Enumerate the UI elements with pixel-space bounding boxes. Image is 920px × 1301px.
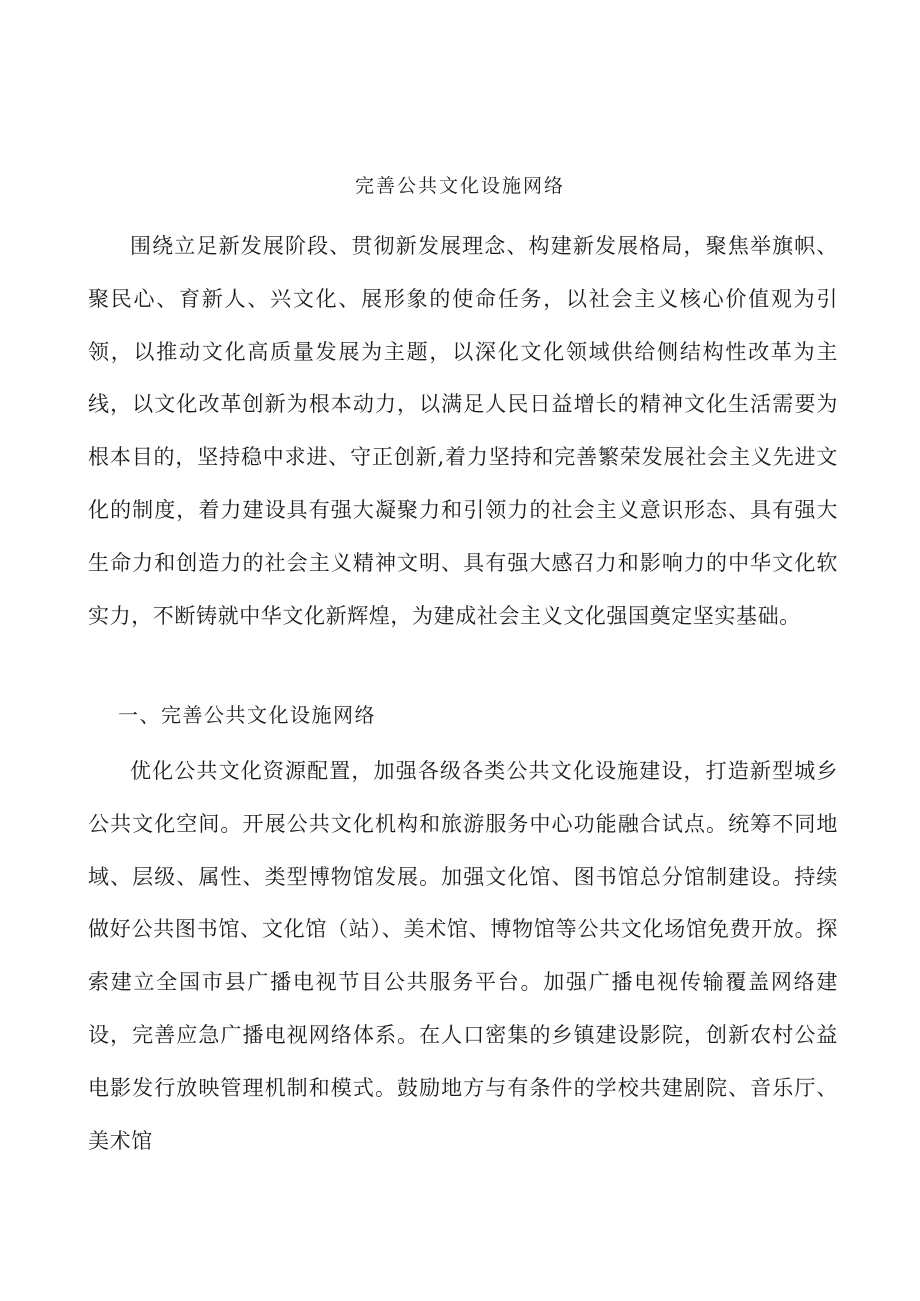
intro-paragraph: 围绕立足新发展阶段、贯彻新发展理念、构建新发展格局，聚焦举旗帜、聚民心、育新人、兴文化、展形象的使命任务，以社会主义核心价值观为引领，以推动文化高质量发展为主题，以深化文化领域供给侧结构性改革为主线，以文化改革创新为根本动力，以满足人民日益增长的精神文化生活需要为根本目的，坚持稳中求进、守正创新,着力坚持和完善繁荣发展社会主义先进文化的制度，着力建设具有强大凝聚力和引领力的社会主义意识形态、具有强大生命力和创造力的社会主义精神文明、具有强大感召力和影响力的中华文化软实力，不断铸就中华文化新辉煌，为建成社会主义文化强国奠定坚实基础。 [88, 234, 838, 628]
document-title: 完善公共文化设施网络 [354, 175, 565, 197]
section-heading: 一、完善公共文化设施网络 [118, 703, 376, 727]
section-paragraph: 优化公共文化资源配置，加强各级各类公共文化设施建设，打造新型城乡公共文化空间。开展公共文化机构和旅游服务中心功能融合试点。统筹不同地域、层级、属性、类型博物馆发展。加强文化馆、图书馆总分馆制建设。持续做好公共图书馆、文化馆（站）、美术馆、博物馆等公共文化场馆免费开放。探索建立全国市县广播电视节目公共服务平台。加强广播电视传输覆盖网络建设，完善应急广播电视网络体系。在人口密集的乡镇建设影院，创新农村公益电影发行放映管理机制和模式。鼓励地方与有条件的学校共建剧院、音乐厅、美术馆 [88, 759, 838, 1153]
